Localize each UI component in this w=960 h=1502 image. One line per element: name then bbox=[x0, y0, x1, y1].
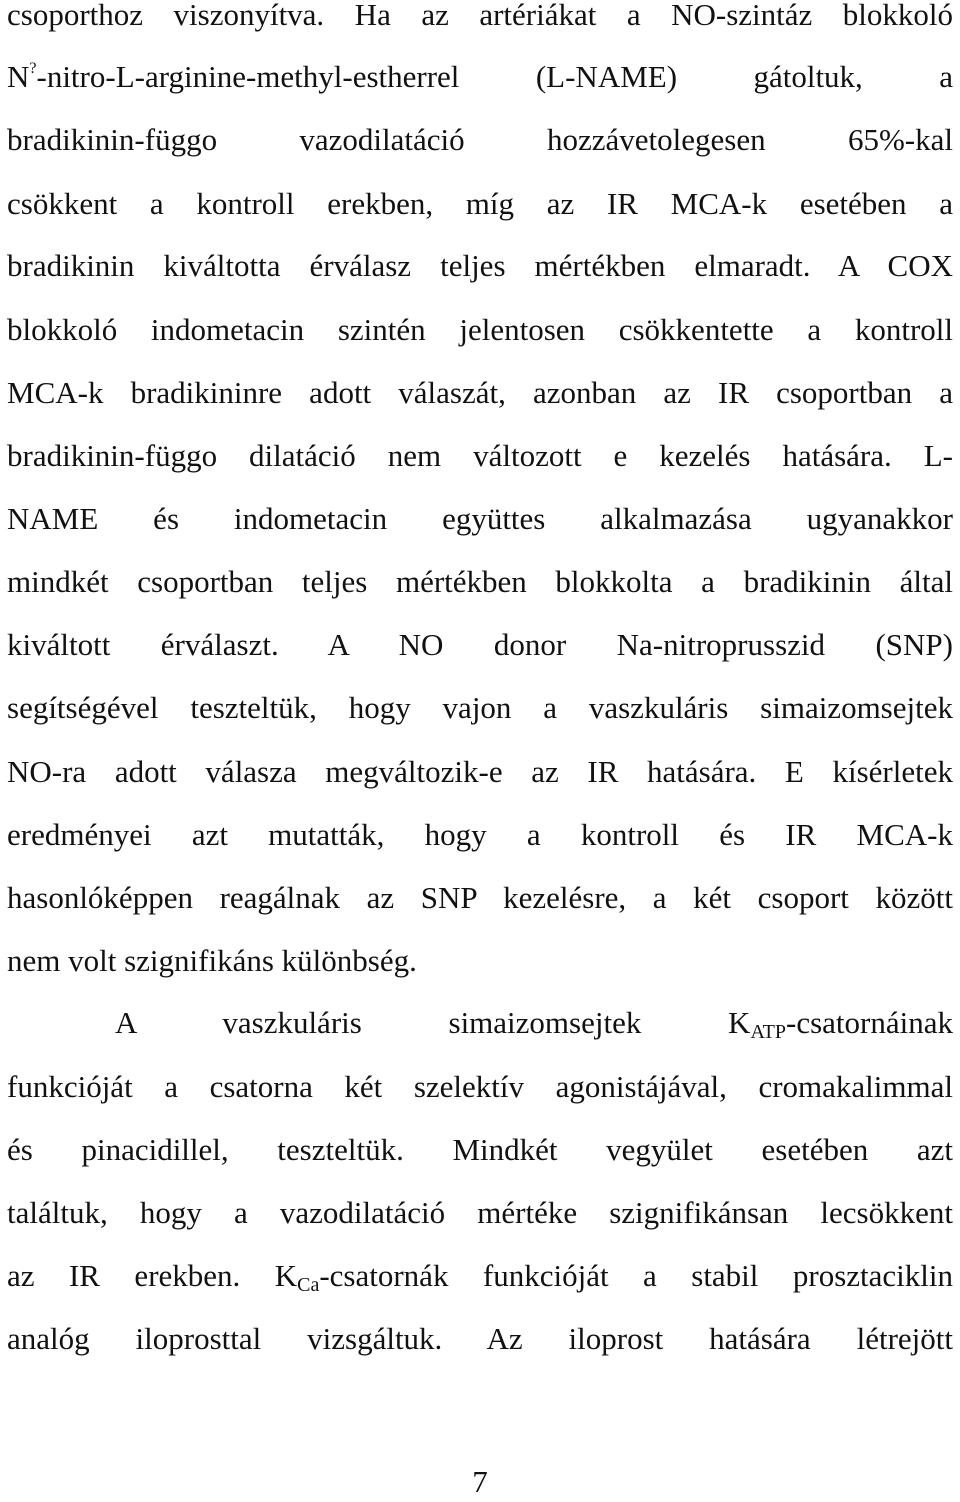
body-text-line bbox=[7, 120, 953, 160]
line-text: NO-ra adott válasza megváltozik-e az IR hatására. E kísérletek bbox=[7, 754, 953, 789]
body-text-line bbox=[7, 941, 953, 981]
line-text: csoporthoz viszonyítva. Ha az artériákat a NO-szintáz blokkoló bbox=[7, 0, 953, 32]
line-text: mindkét csoportban teljes mértékben blokkolta a bradikinin által bbox=[7, 564, 953, 599]
body-text-line bbox=[7, 1256, 953, 1296]
body-text-line bbox=[7, 57, 953, 97]
line-text: -nitro-L-arginine-methyl-estherrel (L-NAME) gátoltuk, a bbox=[36, 59, 953, 94]
body-text-line bbox=[7, 1067, 953, 1107]
body-text-line bbox=[7, 625, 953, 665]
body-text-line bbox=[7, 688, 953, 728]
line-text: bradikinin-függo dilatáció nem változott e kezelés hatására. L- bbox=[7, 438, 953, 473]
line-text: analóg iloprosttal vizsgáltuk. Az iloprost hatására létrejött bbox=[7, 1321, 953, 1356]
body-text-line bbox=[7, 1193, 953, 1233]
line-text: kiváltott érválaszt. A NO donor Na-nitroprusszid (SNP) bbox=[7, 627, 953, 662]
line-text: segítségével teszteltük, hogy vajon a vaszkuláris simaizomsejtek bbox=[7, 690, 953, 725]
body-text-line bbox=[7, 246, 953, 286]
line-text: -csatornáinak bbox=[786, 1005, 953, 1040]
superscript-text: ? bbox=[29, 60, 37, 77]
subscript-text: Ca bbox=[297, 1274, 320, 1296]
line-text: funkcióját a csatorna két szelektív agonistájával, cromakalimmal bbox=[7, 1069, 953, 1104]
body-text-line bbox=[115, 1003, 953, 1043]
line-text: bradikinin-függo vazodilatáció hozzávetolegesen 65%-kal bbox=[7, 122, 953, 157]
line-text: találtuk, hogy a vazodilatáció mértéke szignifikánsan lecsökkent bbox=[7, 1195, 953, 1230]
line-text: bradikinin kiváltotta érválasz teljes mértékben elmaradt. A COX bbox=[7, 248, 953, 283]
line-text: MCA-k bradikininre adott válaszát, azonban az IR csoportban a bbox=[7, 375, 953, 410]
body-text-line bbox=[7, 1319, 953, 1359]
body-text-line bbox=[7, 184, 953, 224]
line-text: eredményei azt mutatták, hogy a kontroll és IR MCA-k bbox=[7, 817, 953, 852]
line-text: N bbox=[7, 59, 30, 94]
line-text: A vaszkuláris simaizomsejtek K bbox=[115, 1005, 751, 1040]
body-text-line bbox=[7, 436, 953, 476]
line-text: nem volt szignifikáns különbség. bbox=[7, 943, 417, 978]
line-text: csökkent a kontroll erekben, míg az IR MCA-k esetében a bbox=[7, 186, 953, 221]
body-text-line bbox=[7, 815, 953, 855]
body-text-line bbox=[7, 562, 953, 602]
line-text: -csatornák funkcióját a stabil prosztaciklin bbox=[319, 1258, 953, 1293]
subscript-text: ATP bbox=[750, 1021, 787, 1043]
body-text-line bbox=[7, 0, 953, 35]
line-text: és pinacidillel, teszteltük. Mindkét vegyület esetében azt bbox=[7, 1132, 953, 1167]
line-text: az IR erekben. K bbox=[7, 1258, 298, 1293]
page-number: 7 bbox=[472, 1464, 488, 1499]
line-text: hasonlóképpen reagálnak az SNP kezelésre, a két csoport között bbox=[7, 880, 953, 915]
line-text: NAME és indometacin együttes alkalmazása ugyanakkor bbox=[7, 501, 953, 536]
line-text: blokkoló indometacin szintén jelentosen csökkentette a kontroll bbox=[7, 312, 953, 347]
body-text-line bbox=[7, 499, 953, 539]
body-text-line bbox=[7, 1130, 953, 1170]
body-text-line bbox=[7, 373, 953, 413]
body-text-line bbox=[7, 310, 953, 350]
body-text-line bbox=[7, 878, 953, 918]
body-text-line bbox=[7, 752, 953, 792]
